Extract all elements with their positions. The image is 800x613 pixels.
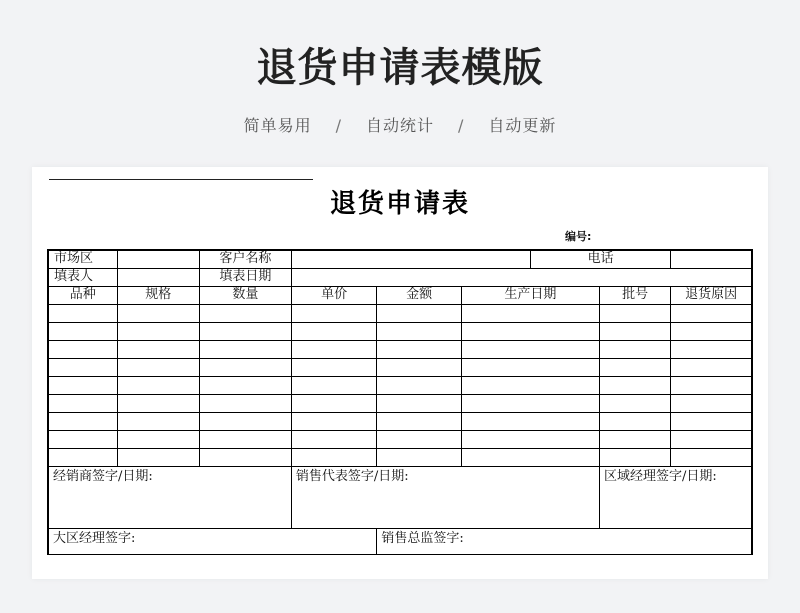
cell-unit-price[interactable] — [291, 448, 377, 466]
cell-production-date[interactable] — [461, 448, 599, 466]
cell-unit-price[interactable] — [291, 304, 377, 322]
table-row — [48, 448, 752, 466]
area-manager-signature[interactable]: 区域经理签字/日期: — [600, 466, 752, 528]
cell-amount[interactable] — [377, 394, 461, 412]
cell-quantity[interactable] — [199, 376, 291, 394]
table-row — [48, 322, 752, 340]
cell-variety[interactable] — [48, 376, 117, 394]
table-row — [48, 394, 752, 412]
dealer-signature[interactable]: 经销商签字/日期: — [48, 466, 291, 528]
cell-production-date[interactable] — [461, 358, 599, 376]
form-sheet — [32, 167, 768, 579]
tag-separator: / — [335, 116, 342, 135]
cell-amount[interactable] — [377, 340, 461, 358]
cell-batch-no[interactable] — [600, 340, 671, 358]
cell-amount[interactable] — [377, 358, 461, 376]
sales-rep-signature[interactable]: 销售代表签字/日期: — [291, 466, 599, 528]
cell-spec[interactable] — [117, 304, 199, 322]
cell-quantity[interactable] — [199, 430, 291, 448]
col-production-date: 生产日期 — [461, 286, 599, 304]
cell-spec[interactable] — [117, 322, 199, 340]
cell-amount[interactable] — [377, 412, 461, 430]
cell-quantity[interactable] — [199, 448, 291, 466]
cell-variety[interactable] — [48, 304, 117, 322]
cell-quantity[interactable] — [199, 322, 291, 340]
cell-quantity[interactable] — [199, 304, 291, 322]
col-batch-no: 批号 — [600, 286, 671, 304]
cell-quantity[interactable] — [199, 340, 291, 358]
form-title: 退货申请表 — [329, 189, 470, 219]
cell-production-date[interactable] — [461, 430, 599, 448]
tag-separator: / — [458, 116, 465, 135]
column-header-row — [48, 286, 752, 304]
cell-production-date[interactable] — [461, 304, 599, 322]
cell-batch-no[interactable] — [600, 358, 671, 376]
table-row — [48, 376, 752, 394]
tag-auto-stats: 自动统计 — [365, 116, 434, 135]
serial-number-label: 编号: — [565, 230, 592, 243]
cell-spec[interactable] — [117, 412, 199, 430]
cell-unit-price[interactable] — [291, 394, 377, 412]
return-form-table — [47, 249, 753, 555]
cell-variety[interactable] — [48, 448, 117, 466]
col-spec: 规格 — [117, 286, 199, 304]
cell-return-reason[interactable] — [671, 322, 752, 340]
table-row — [48, 430, 752, 448]
cell-spec[interactable] — [117, 430, 199, 448]
cell-variety[interactable] — [48, 394, 117, 412]
cell-batch-no[interactable] — [600, 448, 671, 466]
table-row — [48, 358, 752, 376]
cell-variety[interactable] — [48, 322, 117, 340]
page-title: 退货申请表模版 — [256, 45, 544, 91]
cell-return-reason[interactable] — [671, 304, 752, 322]
header-row-1 — [48, 250, 752, 268]
customer-name-field[interactable] — [291, 250, 530, 268]
cell-batch-no[interactable] — [600, 430, 671, 448]
phone-label: 电话 — [530, 250, 670, 268]
cell-production-date[interactable] — [461, 394, 599, 412]
cell-variety[interactable] — [48, 430, 117, 448]
cell-amount[interactable] — [377, 448, 461, 466]
cell-production-date[interactable] — [461, 412, 599, 430]
cell-return-reason[interactable] — [671, 412, 752, 430]
cell-amount[interactable] — [377, 430, 461, 448]
top-rule — [49, 179, 313, 180]
cell-unit-price[interactable] — [291, 412, 377, 430]
signature-row-2 — [48, 528, 752, 554]
cell-unit-price[interactable] — [291, 322, 377, 340]
region-manager-signature[interactable]: 大区经理签字: — [48, 528, 377, 554]
cell-spec[interactable] — [117, 394, 199, 412]
cell-return-reason[interactable] — [671, 340, 752, 358]
col-amount: 金额 — [377, 286, 461, 304]
cell-batch-no[interactable] — [600, 322, 671, 340]
cell-production-date[interactable] — [461, 376, 599, 394]
phone-field[interactable] — [671, 250, 752, 268]
col-quantity: 数量 — [199, 286, 291, 304]
cell-variety[interactable] — [48, 412, 117, 430]
tag-easy: 简单易用 — [243, 116, 312, 135]
cell-quantity[interactable] — [199, 358, 291, 376]
cell-spec[interactable] — [117, 376, 199, 394]
market-area-label: 市场区 — [48, 250, 117, 268]
col-return-reason: 退货原因 — [671, 286, 752, 304]
cell-batch-no[interactable] — [600, 394, 671, 412]
cell-spec[interactable] — [117, 340, 199, 358]
col-variety: 品种 — [48, 286, 117, 304]
table-row — [48, 340, 752, 358]
data-rows — [48, 304, 752, 466]
cell-unit-price[interactable] — [291, 430, 377, 448]
cell-unit-price[interactable] — [291, 340, 377, 358]
filler-label: 填表人 — [48, 268, 117, 286]
feature-tags — [0, 113, 800, 136]
header-row-2 — [48, 268, 752, 286]
cell-quantity[interactable] — [199, 394, 291, 412]
cell-variety[interactable] — [48, 340, 117, 358]
table-row — [48, 304, 752, 322]
cell-amount[interactable] — [377, 322, 461, 340]
cell-return-reason[interactable] — [671, 430, 752, 448]
cell-unit-price[interactable] — [291, 376, 377, 394]
cell-production-date[interactable] — [461, 322, 599, 340]
cell-return-reason[interactable] — [671, 394, 752, 412]
cell-batch-no[interactable] — [600, 376, 671, 394]
table-row — [48, 412, 752, 430]
signature-row-1 — [48, 466, 752, 528]
market-area-field[interactable] — [117, 250, 199, 268]
cell-batch-no[interactable] — [600, 412, 671, 430]
cell-spec[interactable] — [117, 448, 199, 466]
cell-variety[interactable] — [48, 358, 117, 376]
cell-amount[interactable] — [377, 304, 461, 322]
fill-date-field[interactable] — [291, 268, 752, 286]
cell-spec[interactable] — [117, 358, 199, 376]
cell-quantity[interactable] — [199, 412, 291, 430]
cell-return-reason[interactable] — [671, 376, 752, 394]
fill-date-label: 填表日期 — [199, 268, 291, 286]
cell-production-date[interactable] — [461, 340, 599, 358]
cell-unit-price[interactable] — [291, 358, 377, 376]
cell-batch-no[interactable] — [600, 304, 671, 322]
sales-director-signature[interactable]: 销售总监签字: — [377, 528, 752, 554]
cell-return-reason[interactable] — [671, 448, 752, 466]
cell-amount[interactable] — [377, 376, 461, 394]
tag-auto-update: 自动更新 — [488, 116, 557, 135]
col-unit-price: 单价 — [291, 286, 377, 304]
cell-return-reason[interactable] — [671, 358, 752, 376]
filler-field[interactable] — [117, 268, 199, 286]
customer-name-label: 客户名称 — [199, 250, 291, 268]
